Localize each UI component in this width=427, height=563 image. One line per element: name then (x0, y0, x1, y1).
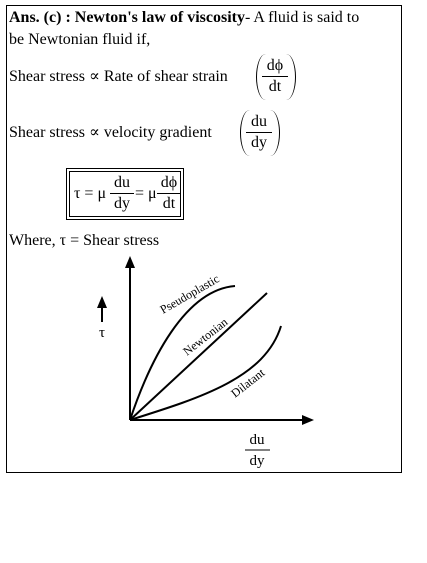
fraction-denominator: dt (162, 195, 176, 212)
relation-velocity-gradient-text: Shear stress ∝ velocity gradient (9, 124, 212, 141)
tau-arrowhead (97, 296, 107, 308)
formula-lhs: τ = μ (74, 185, 107, 202)
answer-heading-bold: Ans. (c) : Newton's law of viscosity (9, 9, 245, 26)
y-axis-arrowhead (125, 256, 135, 268)
answer-heading-rest: - A fluid is said to (244, 9, 360, 26)
label-pseudoplastic: Pseudoplastic (157, 271, 222, 317)
where-line: Where, τ = Shear stress (9, 232, 160, 249)
formula-mid: = μ (135, 185, 157, 202)
fraction-numerator: dϕ (266, 57, 284, 74)
fraction-denominator: dy (251, 134, 267, 151)
x-axis-label-numerator: du (249, 432, 265, 448)
fraction-numerator: dϕ (160, 174, 178, 191)
curve-newtonian (130, 293, 267, 420)
label-newtonian: Newtonian (180, 314, 231, 359)
relation-shear-strain-text: Shear stress ∝ Rate of shear strain (9, 68, 228, 85)
answer-heading-line2: be Newtonian fluid if, (9, 31, 151, 48)
fraction-numerator: du (251, 113, 267, 130)
x-axis-arrowhead (302, 415, 314, 425)
fraction-denominator: dy (114, 195, 130, 212)
fraction-numerator: du (114, 174, 130, 191)
x-axis-label-denominator: dy (249, 453, 265, 469)
label-dilatant: Dilatant (228, 365, 268, 401)
fraction-denominator: dt (268, 78, 282, 95)
y-axis-label: τ (98, 325, 106, 341)
